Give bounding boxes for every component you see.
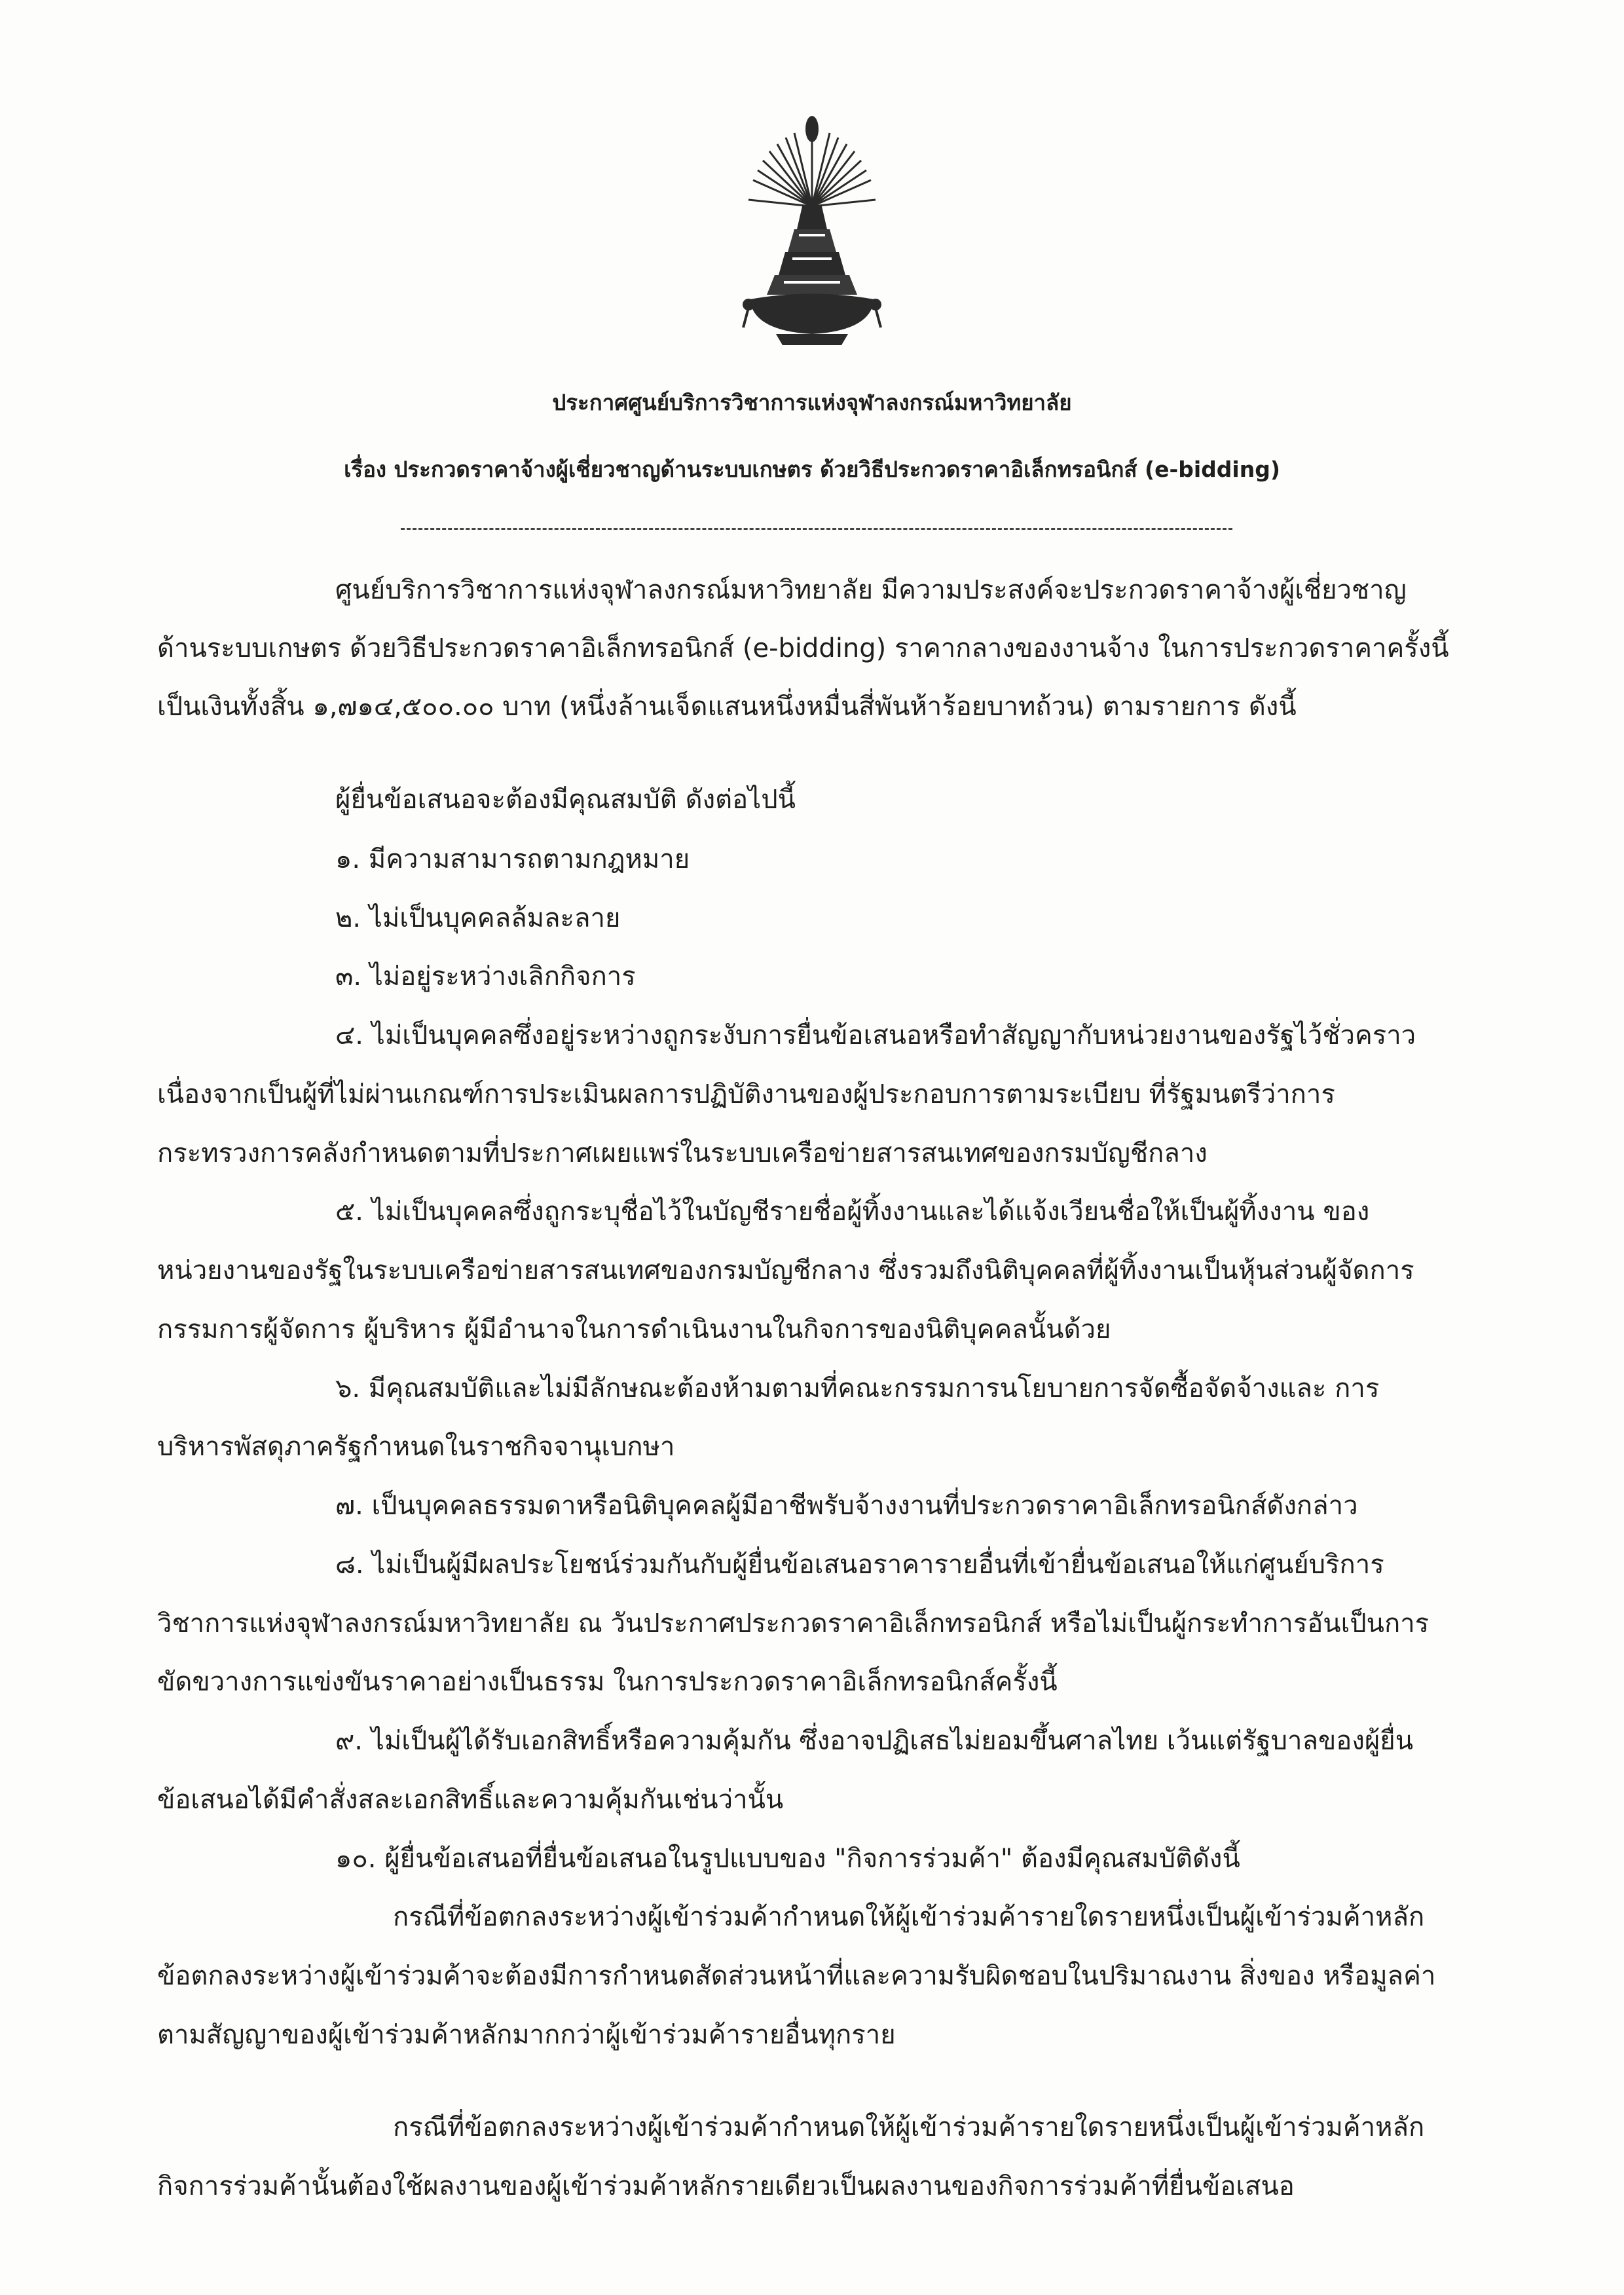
qualification-item: ๓. ไม่อยู่ระหว่างเลิกกิจการ: [335, 961, 636, 992]
qualification-item: ตามสัญญาของผู้เข้าร่วมค้าหลักมากกว่าผู้เข้าร่วมค้ารายอื่นทุกราย: [157, 2020, 896, 2050]
qualification-item: ๙. ไม่เป็นผู้ได้รับเอกสิทธิ์หรือความคุ้มกัน ซึ่งอาจปฏิเสธไม่ยอมขึ้นศาลไทย เว้นแต่รัฐบาลของผู้ยื่น: [335, 1726, 1414, 1756]
qualification-item: ข้อเสนอได้มีคำสั่งสละเอกสิทธิ์และความคุ้มกันเช่นว่านั้น: [157, 1785, 784, 1815]
qualification-item: หน่วยงานของรัฐในระบบเครือข่ายสารสนเทศของกรมบัญชีกลาง ซึ่งรวมถึงนิติบุคคลที่ผู้ทิ้งงานเป็นหุ้นส่วนผู้จัดการ: [157, 1256, 1414, 1286]
university-emblem-icon: [737, 108, 887, 357]
qualification-item: ๑. มีความสามารถตามกฎหมาย: [335, 844, 690, 874]
announcement-title: ประกาศศูนย์บริการวิชาการแห่งจุฬาลงกรณ์มหาวิทยาลัย: [552, 390, 1072, 415]
qualification-item: บริหารพัสดุภาครัฐกำหนดในราชกิจจานุเบกษา: [157, 1432, 675, 1462]
qualification-item: ๔. ไม่เป็นบุคคลซึ่งอยู่ระหว่างถูกระงับการยื่นข้อเสนอหรือทำสัญญากับหน่วยงานของรัฐไว้ชั่วคราว: [335, 1020, 1416, 1051]
qualification-item: กระทรวงการคลังกำหนดตามที่ประกาศเผยแพร่ในระบบเครือข่ายสารสนเทศของกรมบัญชีกลาง: [157, 1138, 1208, 1168]
qualification-item: ๒. ไม่เป็นบุคคลล้มละลาย: [335, 903, 621, 933]
qualification-item: ๘. ไม่เป็นผู้มีผลประโยชน์ร่วมกันกับผู้ยื่นข้อเสนอราคารายอื่นที่เข้ายื่นข้อเสนอให้แก่ศูนย์บริการ: [335, 1550, 1384, 1580]
qualification-item: กรณีที่ข้อตกลงระหว่างผู้เข้าร่วมค้ากำหนดให้ผู้เข้าร่วมค้ารายใดรายหนึ่งเป็นผู้เข้าร่วมค้าหลัก: [393, 1902, 1425, 1932]
qualifications-heading: ผู้ยื่นข้อเสนอจะต้องมีคุณสมบัติ ดังต่อไปนี้: [335, 785, 796, 815]
intro-line: เป็นเงินทั้งสิ้น ๑,๗๑๔,๕๐๐.๐๐ บาท (หนึ่งล้านเจ็ดแสนหนึ่งหมื่นสี่พันห้าร้อยบาทถ้วน) ตามรายการ ดังนี้: [157, 692, 1297, 722]
title-divider: [401, 528, 1232, 530]
announcement-subject: เรื่อง ประกวดราคาจ้างผู้เชี่ยวชาญด้านระบบเกษตร ด้วยวิธีประกวดราคาอิเล็กทรอนิกส์ (e-bidding): [344, 457, 1280, 482]
qualification-item: วิชาการแห่งจุฬาลงกรณ์มหาวิทยาลัย ณ วันประกาศประกวดราคาอิเล็กทรอนิกส์ หรือไม่เป็นผู้กระทำการอันเป็นการ: [157, 1609, 1430, 1639]
qualification-item: ข้อตกลงระหว่างผู้เข้าร่วมค้าจะต้องมีการกำหนดสัดส่วนหน้าที่และความรับผิดชอบในปริมาณงาน สิ่งของ หรือมูลค่า: [157, 1961, 1436, 1991]
intro-line: ด้านระบบเกษตร ด้วยวิธีประกวดราคาอิเล็กทรอนิกส์ (e-bidding) ราคากลางของงานจ้าง ในการประกวดราคาครั้งนี้: [157, 633, 1449, 663]
qualification-item: เนื่องจากเป็นผู้ที่ไม่ผ่านเกณฑ์การประเมินผลการปฏิบัติงานของผู้ประกอบการตามระเบียบ ที่รัฐมนตรีว่าการ: [157, 1079, 1335, 1110]
qualification-item: ๑๐. ผู้ยื่นข้อเสนอที่ยื่นข้อเสนอในรูปแบบของ "กิจการร่วมค้า" ต้องมีคุณสมบัติดังนี้: [335, 1844, 1240, 1874]
qualification-item: กรรมการผู้จัดการ ผู้บริหาร ผู้มีอำนาจในการดำเนินงานในกิจการของนิติบุคคลนั้นด้วย: [157, 1315, 1111, 1345]
qualification-item: กิจการร่วมค้านั้นต้องใช้ผลงานของผู้เข้าร่วมค้าหลักรายเดียวเป็นผลงานของกิจการร่วมค้าที่ยื่นข้อเสนอ: [157, 2171, 1295, 2201]
qualification-item: ๖. มีคุณสมบัติและไม่มีลักษณะต้องห้ามตามที่คณะกรรมการนโยบายการจัดซื้อจัดจ้างและ การ: [335, 1373, 1380, 1404]
qualification-item: ขัดขวางการแข่งขันราคาอย่างเป็นธรรม ในการประกวดราคาอิเล็กทรอนิกส์ครั้งนี้: [157, 1667, 1058, 1697]
qualification-item: กรณีที่ข้อตกลงระหว่างผู้เข้าร่วมค้ากำหนดให้ผู้เข้าร่วมค้ารายใดรายหนึ่งเป็นผู้เข้าร่วมค้าหลัก: [393, 2112, 1425, 2142]
qualification-item: ๕. ไม่เป็นบุคคลซึ่งถูกระบุชื่อไว้ในบัญชีรายชื่อผู้ทิ้งงานและได้แจ้งเวียนชื่อให้เป็นผู้ทิ้งงาน ของ: [335, 1197, 1370, 1227]
intro-line: ศูนย์บริการวิชาการแห่งจุฬาลงกรณ์มหาวิทยาลัย มีความประสงค์จะประกวดราคาจ้างผู้เชี่ยวชาญ: [335, 575, 1407, 605]
qualification-item: ๗. เป็นบุคคลธรรมดาหรือนิติบุคคลผู้มีอาชีพรับจ้างงานที่ประกวดราคาอิเล็กทรอนิกส์ดังกล่าว: [335, 1491, 1358, 1521]
